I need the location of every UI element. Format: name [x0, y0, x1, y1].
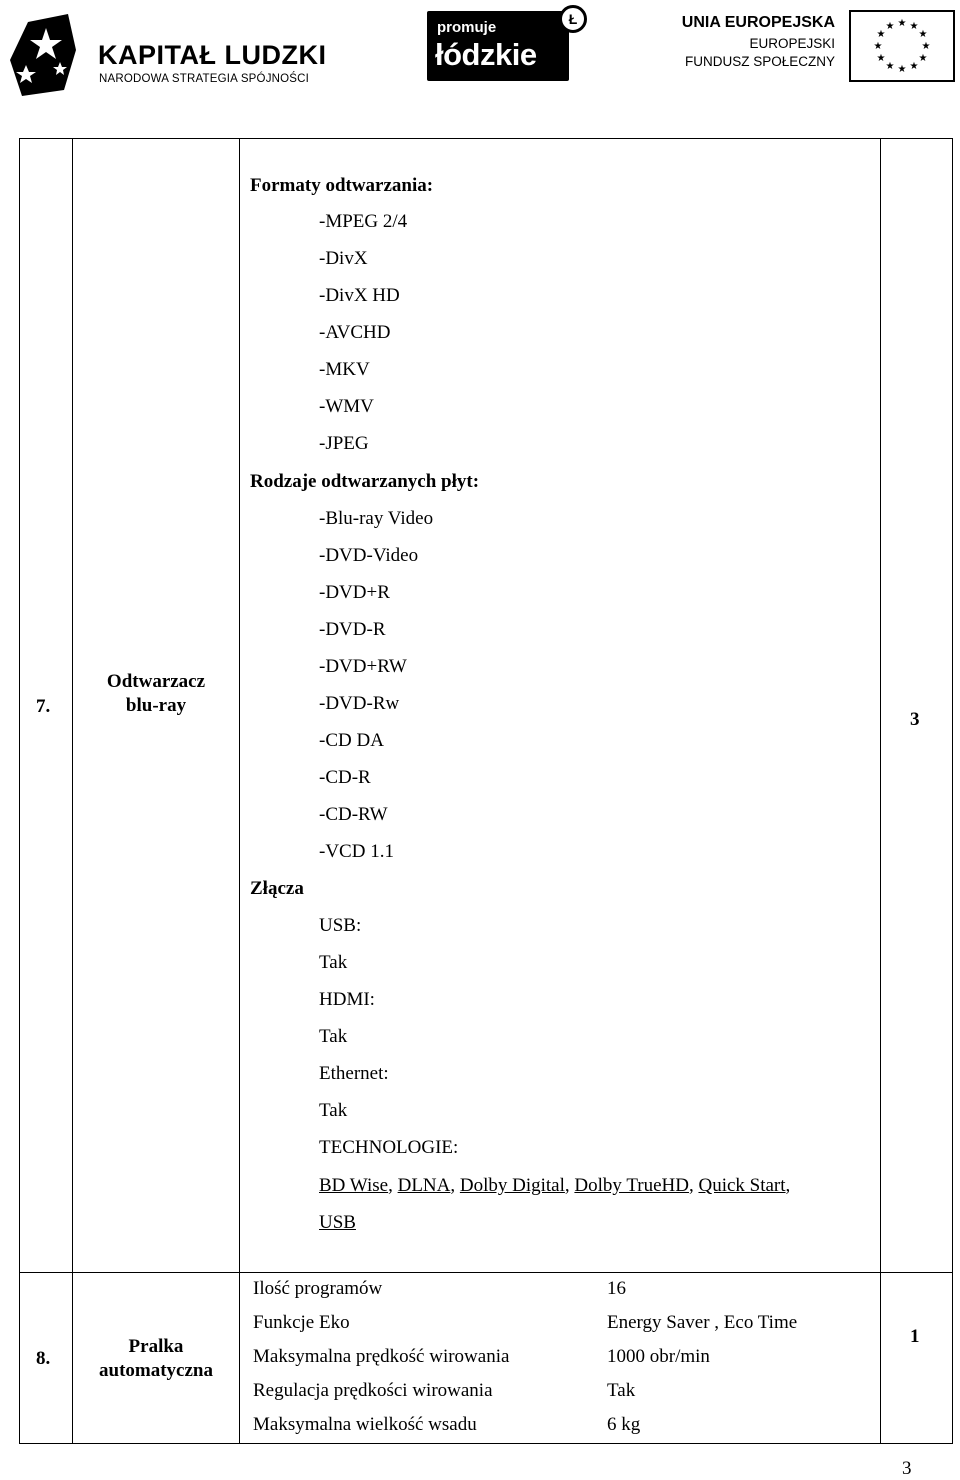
svg-text:★: ★: [885, 21, 895, 32]
format-item: -MPEG 2/4: [319, 211, 408, 232]
technology-separator: ,: [388, 1175, 398, 1196]
spec-label: Regulacja prędkości wirowania: [253, 1380, 493, 1401]
spec-value: 16: [607, 1278, 626, 1299]
technology-separator: ,: [450, 1175, 460, 1196]
svg-text:★: ★: [885, 61, 895, 72]
kapital-ludzki-title: KAPITAŁ LUDZKI: [98, 40, 327, 70]
format-item: -MKV: [319, 359, 370, 380]
technology-link[interactable]: USB: [319, 1212, 356, 1233]
table-row-divider: [19, 1272, 953, 1273]
connectors-heading: Złącza: [250, 878, 304, 899]
disc-item: -DVD-Video: [319, 545, 419, 566]
connector-item: USB:: [319, 915, 362, 936]
table-border-col2: [239, 138, 240, 1444]
connector-item: Tak: [319, 1026, 348, 1047]
row8-number: 8.: [36, 1348, 51, 1369]
technology-link[interactable]: BD Wise: [319, 1175, 389, 1196]
svg-text:★: ★: [876, 53, 886, 64]
svg-text:★: ★: [873, 41, 883, 52]
page-header: [0, 0, 960, 110]
format-item: -DivX: [319, 248, 368, 269]
table-bottom-border: [19, 1443, 953, 1444]
format-item: -WMV: [319, 396, 374, 417]
technologies-line: [319, 1176, 790, 1196]
svg-text:★: ★: [918, 53, 928, 64]
technology-separator: ,: [688, 1175, 699, 1196]
row8-quantity: 1: [910, 1326, 920, 1347]
eu-flag-icon: [849, 10, 955, 82]
row8-name-line2: automatyczna: [99, 1360, 213, 1381]
technology-link[interactable]: Dolby Digital: [459, 1175, 565, 1196]
svg-text:★: ★: [918, 29, 928, 40]
disc-item: -DVD+RW: [319, 656, 407, 677]
svg-text:★: ★: [909, 61, 919, 72]
spec-label: Maksymalna wielkość wsadu: [253, 1414, 477, 1435]
spec-label: Ilość programów: [253, 1278, 383, 1299]
kapital-ludzki-subtitle: NARODOWA STRATEGIA SPÓJNOŚCI: [99, 73, 310, 85]
svg-text:★: ★: [897, 64, 907, 75]
row8-name-line1: Pralka: [128, 1336, 184, 1357]
row7-quantity: 3: [910, 709, 920, 730]
table-border-col1: [72, 138, 73, 1444]
technology-link[interactable]: Dolby TrueHD: [574, 1175, 689, 1196]
disc-item: -CD-RW: [319, 804, 388, 825]
disc-item: -Blu-ray Video: [319, 508, 434, 529]
kapital-ludzki-logo: [6, 10, 336, 100]
table-border-col3: [880, 138, 881, 1444]
lodzkie-promuje-text: promuje: [437, 19, 497, 36]
technology-trailing-comma: ,: [785, 1175, 791, 1196]
table-border-left: [19, 138, 20, 1444]
discs-heading: Rodzaje odtwarzanych płyt:: [250, 471, 480, 492]
row7-name-line2: blu-ray: [125, 695, 187, 716]
format-item: -DivX HD: [319, 285, 400, 306]
spec-value: Tak: [607, 1380, 636, 1401]
eu-fund-line2: FUNDUSZ SPOŁECZNY: [684, 54, 835, 69]
spec-label: Maksymalna prędkość wirowania: [253, 1346, 510, 1367]
svg-text:★: ★: [876, 29, 886, 40]
table-border-right: [952, 138, 953, 1444]
formats-heading: Formaty odtwarzania:: [250, 175, 434, 196]
disc-item: -DVD+R: [319, 582, 390, 603]
disc-item: -VCD 1.1: [319, 841, 394, 862]
svg-text:★: ★: [909, 21, 919, 32]
promuje-lodzkie-logo: [427, 5, 587, 83]
lodzkie-badge-icon: Ł: [559, 5, 587, 33]
technology-link[interactable]: Quick Start: [698, 1175, 786, 1196]
svg-text:★: ★: [897, 18, 907, 29]
eu-logo: [680, 10, 955, 82]
eu-fund-line1: EUROPEJSKI: [749, 36, 835, 51]
disc-item: -DVD-Rw: [319, 693, 400, 714]
connector-item: TECHNOLOGIE:: [319, 1137, 459, 1158]
technology-separator: ,: [564, 1175, 575, 1196]
connector-item: Tak: [319, 952, 348, 973]
eu-title: UNIA EUROPEJSKA: [681, 14, 835, 31]
svg-text:★: ★: [921, 41, 931, 52]
spec-value: 1000 obr/min: [607, 1346, 710, 1367]
connector-item: Tak: [319, 1100, 348, 1121]
disc-item: -DVD-R: [319, 619, 386, 640]
disc-item: -CD-R: [319, 767, 371, 788]
connector-item: HDMI:: [319, 989, 375, 1010]
row7-name-line1: Odtwarzacz: [106, 671, 206, 692]
lodzkie-name-text: łódzkie: [435, 37, 537, 72]
format-item: -JPEG: [319, 433, 369, 454]
table-top-border: [19, 138, 953, 139]
spec-label: Funkcje Eko: [253, 1312, 350, 1333]
spec-value: Energy Saver , Eco Time: [607, 1312, 798, 1333]
row7-number: 7.: [36, 696, 51, 717]
disc-item: -CD DA: [319, 730, 384, 751]
format-item: -AVCHD: [319, 322, 391, 343]
page-number: 3: [902, 1458, 912, 1479]
technology-link[interactable]: DLNA: [397, 1175, 451, 1196]
connector-item: Ethernet:: [319, 1063, 389, 1084]
spec-value: 6 kg: [607, 1414, 641, 1435]
kapital-ludzki-emblem-icon: [6, 10, 86, 100]
